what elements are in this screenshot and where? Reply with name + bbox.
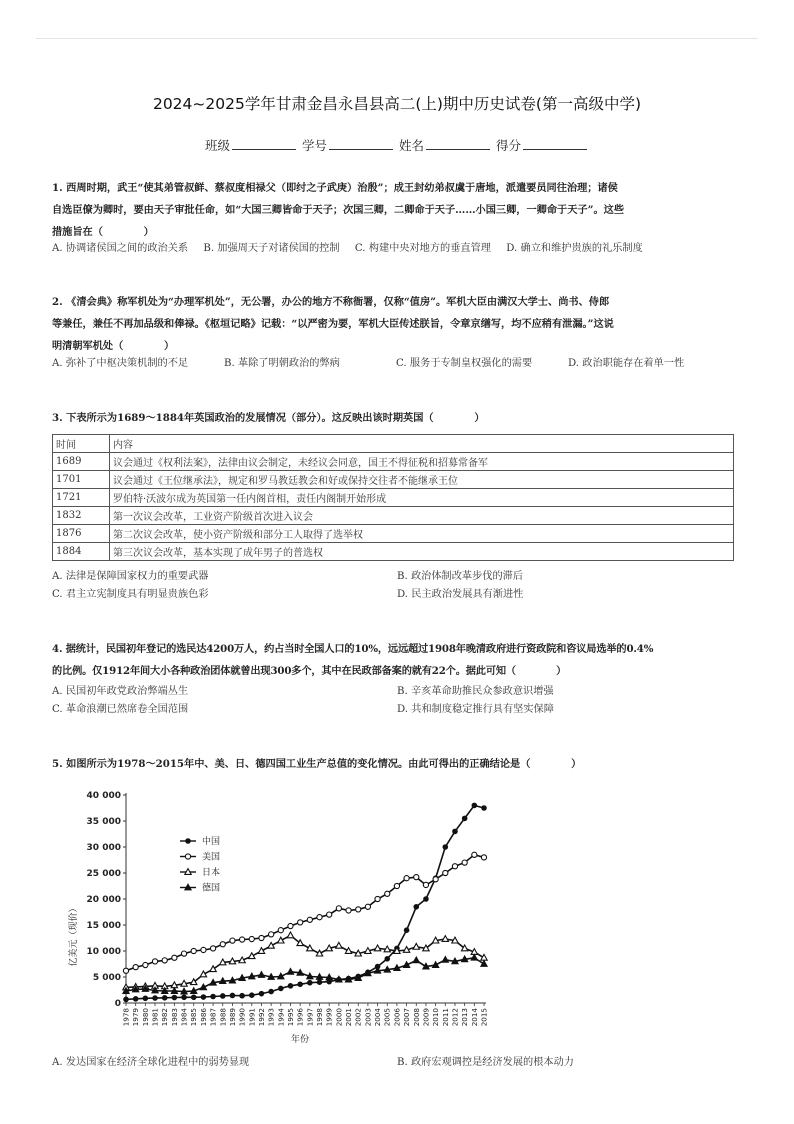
data-point [201,947,206,952]
data-point [414,875,419,880]
question-2-line: 等兼任，兼任不再加品级和俸禄。《枢垣记略》记载：“以严密为要，军机大臣传述朕旨，令章京缮写，均不应稍有泄漏。”这说 [52,318,614,330]
question-4-line: 的比例。仅1912年间大小各种政治团体就曾出现300多个，其中在民政部备案的就有22个。据此可知（ ） [52,665,567,677]
data-point [259,935,264,940]
series-line [126,958,484,992]
table-cell-year: 1701 [53,471,110,489]
x-tick-label: 2013 [460,1008,470,1027]
x-tick-label: 2010 [431,1008,441,1027]
table-header-row [53,435,734,453]
data-point [375,896,380,901]
table-row [53,489,734,507]
score-label: 得分 [495,138,521,153]
x-tick-label: 1998 [315,1008,325,1027]
legend-label: 德国 [202,883,221,894]
id-label: 学号 [301,138,327,153]
data-point [201,995,206,1000]
data-point [385,891,390,896]
data-point [404,876,409,881]
data-point [442,936,448,942]
data-point [133,997,138,1002]
data-point [413,957,419,963]
x-tick-label: 1999 [324,1008,334,1027]
question-5-stem: 5. 如图所示为1978～2015年中、美、日、德四国工业生产总值的变化情况。由此可得出的正确结论是（ ） [52,758,582,770]
y-tick-label: 20 000 [86,895,121,905]
question-3-options [52,568,742,604]
question-2-line: 明清朝军机处（ ） [52,340,175,352]
data-point [413,943,419,949]
table-cell-content: 第三次议会改革，基本实现了成年男子的普选权 [110,543,734,561]
legend-marker [186,839,191,844]
data-point [472,803,477,808]
data-point [288,923,293,928]
y-tick-label: 30 000 [86,843,121,853]
x-tick-label: 2003 [363,1008,373,1027]
table-row [53,543,734,561]
data-point [394,883,399,888]
data-point [481,855,486,860]
question-4-option-b[interactable]: B. 辛亥革命助推民众参政意识增强 [397,686,554,697]
x-tick-label: 1978 [121,1008,131,1027]
question-1-option-c[interactable]: C. 构建中央对地方的垂直管理 [354,243,491,254]
page-top-rule [36,38,758,39]
x-tick-label: 2014 [469,1008,479,1027]
question-1-line: 自选臣僚为卿时，要由天子审批任命，如“大国三卿皆命于天子；次国三卿，二卿命于天子……小国三卿，一卿命于天子”。这些 [52,204,625,216]
data-point [307,917,312,922]
table-cell-content: 第二次议会改革，使小资产阶级和部分工人取得了选举权 [110,525,734,543]
question-2-option-b[interactable]: B. 革除了明朝政治的弊病 [224,358,340,369]
x-tick-label: 1997 [305,1008,315,1027]
data-point [327,912,332,917]
y-tick-label: 15 000 [86,921,121,931]
x-tick-label: 1988 [218,1008,228,1027]
x-tick-label: 2007 [402,1008,412,1027]
data-point [443,845,448,850]
x-tick-label: 1993 [266,1008,276,1027]
data-point [365,904,370,909]
data-point [230,938,235,943]
score-blank[interactable] [523,137,587,150]
chart-x-axis-label: 年份 [290,1035,310,1045]
table-cell-content: 第一次议会改革，工业资产阶级首次进入议会 [110,507,734,525]
legend-label: 日本 [202,868,221,878]
data-point [462,816,467,821]
x-tick-label: 1983 [169,1008,179,1027]
data-point [172,995,177,1000]
table-cell-content: 议会通过《王位继承法》，规定和罗马教廷教会和好或保持交往者不能继承王位 [110,471,734,489]
question-4-line: 4. 据统计，民国初年登记的选民达4200万人，约占当时全国人口的10%，远远超过1908年晚清政府进行资政院和咨议局选举的0.4% [52,643,654,655]
data-point [287,932,293,938]
question-1-option-a[interactable]: A. 协调诸侯国之间的政治关系 [52,243,189,254]
x-tick-label: 2004 [373,1008,383,1027]
table-cell-year: 1876 [53,525,110,543]
question-2-option-d[interactable]: D. 政治职能存在着单一性 [568,358,685,369]
x-tick-label: 1996 [295,1008,305,1027]
table-cell-year: 1884 [53,543,110,561]
question-4-option-a[interactable]: A. 民国初年政党政治弊端丛生 [52,686,189,697]
data-point [172,955,177,960]
x-tick-label: 1992 [256,1008,266,1027]
data-point [133,965,138,970]
data-point [230,993,235,998]
data-point [336,906,341,911]
y-tick-label: 0 [114,999,121,1009]
data-point [298,920,303,925]
question-3-option-d[interactable]: D. 民主政治发展具有渐进性 [397,589,524,600]
chart-legend [180,835,220,894]
data-point [249,936,254,941]
question-1-stem [52,177,740,243]
y-tick-label: 35 000 [86,817,121,827]
data-point [424,897,429,902]
question-3-option-b[interactable]: B. 政治体制改革步伐的滞后 [397,571,524,582]
x-tick-label: 1990 [237,1008,247,1027]
question-2-stem [52,291,740,357]
data-point [278,928,283,933]
data-point [385,957,390,962]
legend-marker [185,854,190,859]
table-cell-year: 1721 [53,489,110,507]
industrial-output-line-chart [60,785,500,1047]
question-5-option-a[interactable]: A. 发达国家在经济全球化进程中的弱势显现 [52,1057,250,1068]
table-cell-content: 罗伯特·沃波尔成为英国第一任内阁首相，责任内阁制开始形成 [110,489,734,507]
data-point [317,980,322,985]
question-1-option-b[interactable]: B. 加强周天子对诸侯国的控制 [203,243,340,254]
question-1-line: 1. 西周时期，武王“使其弟管叔鲜、蔡叔度相禄父（即纣之子武庚）治殷”；成王封幼弟叔虞于唐地，派遣要员同往治理；诸侯 [52,182,618,194]
name-blank[interactable] [426,137,490,150]
table-row [53,453,734,471]
class-blank[interactable] [232,137,296,150]
data-point [423,882,428,887]
chart-y-axis-label: 亿美元（现价） [69,903,79,967]
data-point [259,991,264,996]
data-point [414,905,419,910]
table-cell-content: 议会通过《权利法案》，法律由议会制定，未经议会同意，国王不得征税和招募常备军 [110,453,734,471]
legend-label: 美国 [202,852,221,863]
x-tick-label: 2001 [344,1008,354,1027]
series-line [126,855,484,971]
data-point [471,954,477,960]
question-2-option-a[interactable]: A. 弥补了中枢决策机制的不足 [52,358,189,369]
question-5-option-b[interactable]: B. 政府宏观调控是经济发展的根本动力 [397,1057,574,1068]
data-point [453,829,458,834]
class-label: 班级 [204,138,230,153]
data-point [162,996,167,1001]
question-2-option-c[interactable]: C. 服务于专制皇权强化的需要 [396,358,533,369]
series-line [126,805,484,999]
question-1-line: 措施旨在（ ） [52,226,154,238]
question-1-options [52,240,742,258]
x-tick-label: 2000 [334,1008,344,1027]
data-point [482,806,487,811]
table-header-cell: 内容 [110,435,734,453]
data-point [123,968,128,973]
data-point [298,982,303,987]
data-point [182,995,187,1000]
x-tick-label: 2005 [382,1008,392,1027]
x-tick-label: 1995 [285,1008,295,1027]
id-blank[interactable] [329,137,393,150]
table-cell-year: 1832 [53,507,110,525]
data-point [433,877,438,882]
data-point [443,870,448,875]
data-point [211,994,216,999]
question-4-option-d[interactable]: D. 共和制度稳定推行具有坚实保障 [397,704,554,715]
data-point [181,951,186,956]
student-info-line [0,136,794,154]
page-title: 2024~2025学年甘肃金昌永昌县高二(上)期中历史试卷(第一高级中学) [152,95,642,113]
data-point [346,908,351,913]
data-point [240,993,245,998]
x-tick-label: 1985 [189,1008,199,1027]
question-4-options [52,683,742,719]
y-tick-label: 5 000 [92,973,121,983]
table-row [53,471,734,489]
x-tick-label: 1986 [198,1008,208,1027]
y-tick-label: 40 000 [86,791,121,801]
x-tick-label: 1989 [227,1008,237,1027]
x-tick-label: 2012 [450,1008,460,1027]
data-point [153,996,158,1001]
data-point [269,932,274,937]
question-3-option-a[interactable]: A. 法律是保障国家权力的重要武器 [52,571,209,582]
data-point [258,972,264,978]
x-tick-label: 1981 [150,1008,160,1027]
question-3-stem: 3. 下表所示为1689～1884年英国政治的发展情况（部分）。这反映出该时期英国（ ） [52,412,485,424]
x-tick-label: 2009 [421,1008,431,1027]
data-point [220,994,225,999]
x-tick-label: 1994 [276,1008,286,1027]
table-row [53,525,734,543]
x-tick-label: 1984 [179,1008,189,1027]
question-4-stem [52,638,744,682]
data-point [452,864,457,869]
data-point [336,942,342,948]
data-point [269,989,274,994]
data-point [442,956,448,962]
y-tick-label: 10 000 [86,947,121,957]
y-tick-label: 25 000 [86,869,121,879]
data-point [308,980,313,985]
table-row [53,507,734,525]
data-point [152,959,157,964]
data-point [462,860,467,865]
table-header-cell: 时间 [53,435,110,453]
data-point [210,946,215,951]
table-cell-year: 1689 [53,453,110,471]
data-point [143,996,148,1001]
x-tick-label: 2011 [440,1008,450,1027]
question-3-option-c[interactable]: C. 君主立宪制度具有明显贵族色彩 [52,589,209,600]
data-point [404,928,409,933]
x-tick-label: 2015 [479,1008,489,1027]
data-point [356,907,361,912]
question-1-option-d[interactable]: D. 确立和维护贵族的礼乐制度 [506,243,643,254]
data-point [249,993,254,998]
name-label: 姓名 [398,138,424,153]
x-tick-label: 2002 [353,1008,363,1027]
x-tick-label: 2006 [392,1008,402,1027]
x-tick-label: 1991 [247,1008,257,1027]
x-tick-label: 1987 [208,1008,218,1027]
x-tick-label: 1982 [160,1008,170,1027]
data-point [288,984,293,989]
question-4-option-c[interactable]: C. 革命浪潮已然席卷全国范围 [52,704,189,715]
x-tick-label: 1979 [131,1008,141,1027]
x-tick-label: 2008 [411,1008,421,1027]
data-point [279,986,284,991]
data-point [240,937,245,942]
data-point [143,962,148,967]
question-2-line: 2. 《清会典》称军机处为“办理军机处”，无公署，办公的地方不称衙署，仅称“值房”。军机大臣由满汉大学士、尚书、侍郎 [52,296,610,308]
data-point [220,942,225,947]
data-point [317,915,322,920]
data-point [124,997,129,1002]
history-table [52,434,734,561]
x-tick-label: 1980 [140,1008,150,1027]
data-point [472,852,477,857]
series-line [126,935,484,987]
chart-markers [123,803,487,1002]
question-2-options [52,355,742,373]
legend-label: 中国 [202,837,221,847]
question-5-options [52,1054,742,1072]
data-point [191,995,196,1000]
data-point [191,948,196,953]
chart-series-lines [126,805,484,999]
data-point [162,958,167,963]
